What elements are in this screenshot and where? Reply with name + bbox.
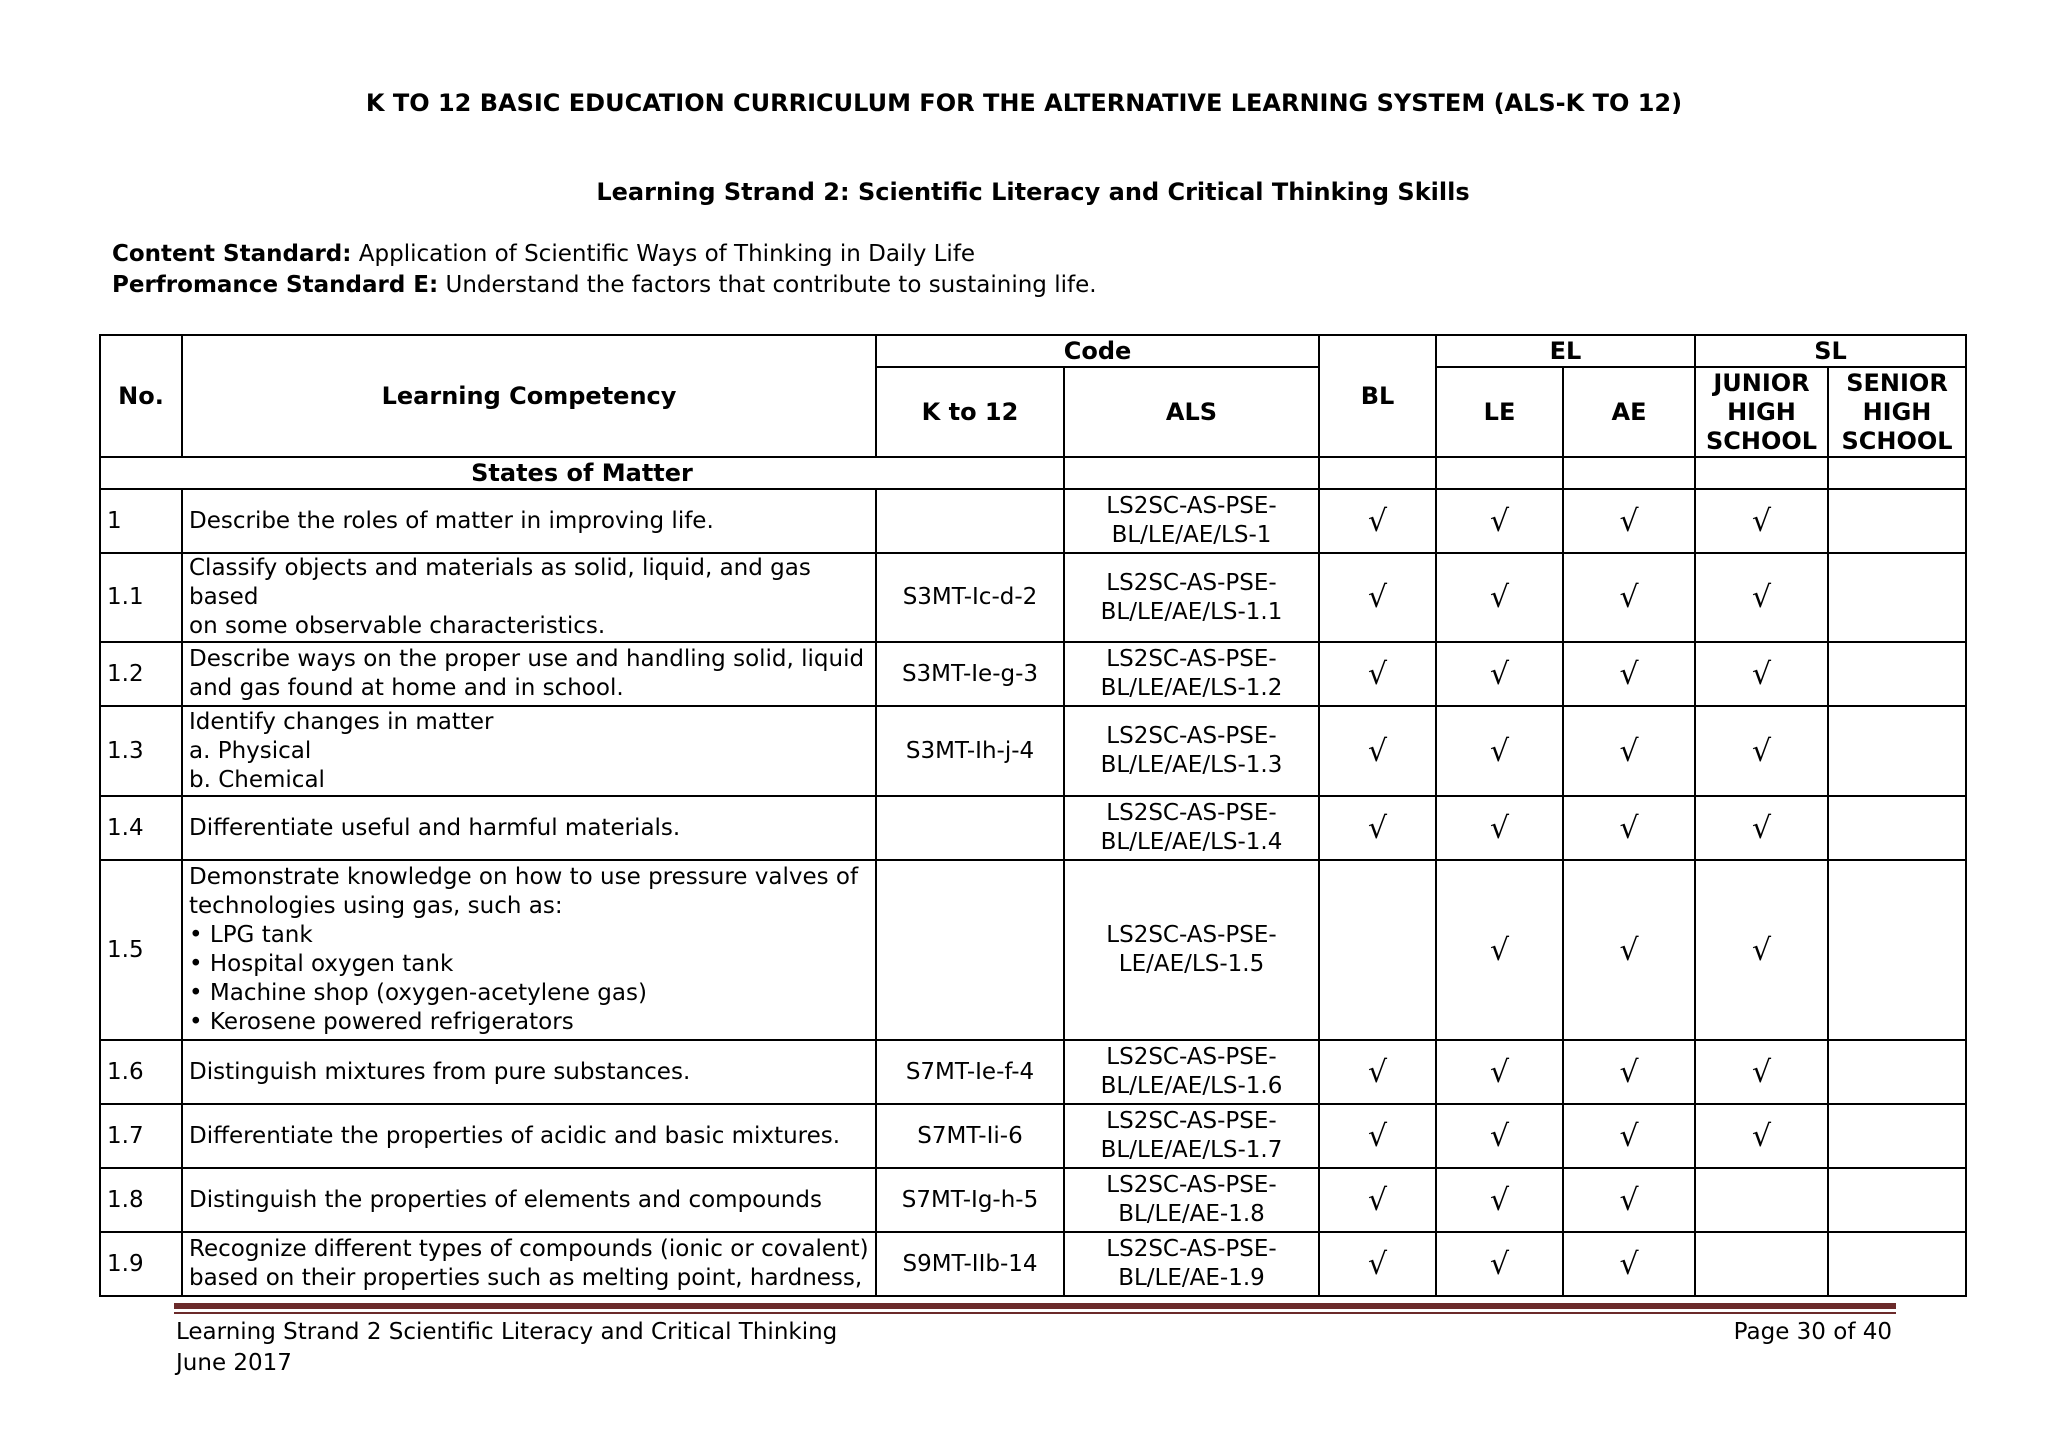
strand-title: Learning Strand 2: Scientific Literacy and Critical Thinking Skills [596,178,1470,206]
jhs-check-mark: √ [1695,860,1828,1040]
ae-check-mark: √ [1563,1168,1695,1232]
competency-table [99,334,1967,1297]
learning-competency: Differentiate the properties of acidic and basic mixtures. [182,1104,876,1168]
bl-check-mark: √ [1319,642,1436,706]
table-row [100,1232,1966,1296]
shs-check-cell [1828,1040,1966,1104]
table-body [100,457,1966,1296]
als-code: LS2SC-AS-PSE- BL/LE/AE/LS-1.7 [1064,1104,1319,1168]
footer-date: June 2017 [176,1350,292,1376]
shs-check-cell [1828,860,1966,1040]
header-junior-high-school: JUNIOR HIGH SCHOOL [1695,367,1828,457]
shs-check-cell [1828,706,1966,796]
als-code: LS2SC-AS-PSE- BL/LE/AE/LS-1.4 [1064,796,1319,860]
bl-check-mark: √ [1319,1040,1436,1104]
k12-code: S9MT-IIb-14 [876,1232,1064,1296]
learning-competency: Distinguish mixtures from pure substances. [182,1040,876,1104]
bl-check-mark: √ [1319,1232,1436,1296]
section-empty-cell [1436,457,1563,489]
ae-check-mark: √ [1563,1104,1695,1168]
le-check-mark: √ [1436,553,1563,642]
als-code: LS2SC-AS-PSE- BL/LE/AE/LS-1.1 [1064,553,1319,642]
shs-check-cell [1828,796,1966,860]
als-code: LS2SC-AS-PSE- BL/LE/AE/LS-1.2 [1064,642,1319,706]
le-check-mark: √ [1436,1168,1563,1232]
row-number: 1.7 [100,1104,182,1168]
jhs-check-mark: √ [1695,642,1828,706]
learning-competency: Describe the roles of matter in improving life. [182,489,876,553]
shs-check-cell [1828,1104,1966,1168]
le-check-mark: √ [1436,642,1563,706]
section-empty-cell [1695,457,1828,489]
table-row [100,796,1966,860]
section-empty-cell [1064,457,1319,489]
bl-check-mark: √ [1319,796,1436,860]
document-title: K TO 12 BASIC EDUCATION CURRICULUM FOR THE ALTERNATIVE LEARNING SYSTEM (ALS-K TO 12) [365,89,1683,117]
table-row [100,1040,1966,1104]
learning-competency: Recognize different types of compounds (ionic or covalent) based on their properties such as melting point, hardness, [182,1232,876,1296]
learning-competency: Demonstrate knowledge on how to use pressure valves of technologies using gas, such as: • LPG tank • Hospital oxygen tank • Machine shop (oxygen-acetylene gas) • Kerosene powered refrigerators [182,860,876,1040]
shs-check-cell [1828,489,1966,553]
row-number: 1.5 [100,860,182,1040]
le-check-mark: √ [1436,706,1563,796]
shs-check-cell [1828,553,1966,642]
row-number: 1.4 [100,796,182,860]
header-ae: AE [1563,367,1695,457]
row-number: 1 [100,489,182,553]
footer-rule [174,1303,1896,1309]
bl-check-mark: √ [1319,1168,1436,1232]
ae-check-mark: √ [1563,642,1695,706]
header-learning-competency: Learning Competency [182,335,876,457]
row-number: 1.1 [100,553,182,642]
learning-competency: Differentiate useful and harmful materials. [182,796,876,860]
content-standard-text: Application of Scientific Ways of Thinking in Daily Life [351,241,976,267]
k12-code [876,796,1064,860]
section-empty-cell [1828,457,1966,489]
performance-standard-label: Perfromance Standard E: [112,272,439,298]
le-check-mark: √ [1436,489,1563,553]
row-number: 1.2 [100,642,182,706]
als-code: LS2SC-AS-PSE- BL/LE/AE/LS-1.3 [1064,706,1319,796]
section-row [100,457,1966,489]
jhs-check-mark: √ [1695,796,1828,860]
shs-check-cell [1828,1232,1966,1296]
jhs-check-mark: √ [1695,1104,1828,1168]
footer-strand-name: Learning Strand 2 Scientific Literacy and Critical Thinking [176,1319,838,1345]
section-empty-cell [1319,457,1436,489]
als-code: LS2SC-AS-PSE- BL/LE/AE/LS-1.6 [1064,1040,1319,1104]
row-number: 1.3 [100,706,182,796]
k12-code: S3MT-Ie-g-3 [876,642,1064,706]
jhs-check-mark: √ [1695,553,1828,642]
table-row [100,489,1966,553]
footer-page-number: Page 30 of 40 [1733,1319,1892,1345]
k12-code [876,489,1064,553]
header-el: EL [1436,335,1695,367]
header-als: ALS [1064,367,1319,457]
section-label: States of Matter [100,457,1064,489]
table-row [100,553,1966,642]
header-bl: BL [1319,335,1436,457]
standards-block [112,239,1097,301]
learning-competency: Classify objects and materials as solid, liquid, and gas based on some observable characteristics. [182,553,876,642]
k12-code [876,860,1064,1040]
jhs-check-mark: √ [1695,706,1828,796]
bl-check-mark: √ [1319,706,1436,796]
row-number: 1.9 [100,1232,182,1296]
jhs-check-cell [1695,1232,1828,1296]
table-row [100,1168,1966,1232]
bl-check-mark: √ [1319,553,1436,642]
learning-competency: Distinguish the properties of elements and compounds [182,1168,876,1232]
content-standard [112,239,1097,270]
content-standard-label: Content Standard: [112,241,352,267]
als-code: LS2SC-AS-PSE- LE/AE/LS-1.5 [1064,860,1319,1040]
als-code: LS2SC-AS-PSE- BL/LE/AE/LS-1 [1064,489,1319,553]
header-code: Code [876,335,1319,367]
header-senior-high-school: SENIOR HIGH SCHOOL [1828,367,1966,457]
jhs-check-cell [1695,1168,1828,1232]
bl-check-cell [1319,860,1436,1040]
k12-code: S3MT-Ic-d-2 [876,553,1064,642]
le-check-mark: √ [1436,1232,1563,1296]
header-le: LE [1436,367,1563,457]
table-row [100,860,1966,1040]
bl-check-mark: √ [1319,1104,1436,1168]
footer-rule-thin [174,1312,1896,1314]
ae-check-mark: √ [1563,489,1695,553]
performance-standard-text: Understand the factors that contribute to sustaining life. [438,272,1097,298]
k12-code: S7MT-Ie-f-4 [876,1040,1064,1104]
ae-check-mark: √ [1563,796,1695,860]
ae-check-mark: √ [1563,553,1695,642]
le-check-mark: √ [1436,1104,1563,1168]
performance-standard [112,270,1097,301]
ae-check-mark: √ [1563,706,1695,796]
als-code: LS2SC-AS-PSE- BL/LE/AE-1.8 [1064,1168,1319,1232]
row-number: 1.8 [100,1168,182,1232]
learning-competency: Identify changes in matter a. Physical b. Chemical [182,706,876,796]
header-no: No. [100,335,182,457]
k12-code: S3MT-Ih-j-4 [876,706,1064,796]
le-check-mark: √ [1436,1040,1563,1104]
bl-check-mark: √ [1319,489,1436,553]
header-k-to-12: K to 12 [876,367,1064,457]
learning-competency: Describe ways on the proper use and handling solid, liquid and gas found at home and in school. [182,642,876,706]
table-row [100,642,1966,706]
k12-code: S7MT-Ii-6 [876,1104,1064,1168]
table-row [100,1104,1966,1168]
row-number: 1.6 [100,1040,182,1104]
shs-check-cell [1828,1168,1966,1232]
footer-left [176,1317,837,1379]
jhs-check-mark: √ [1695,1040,1828,1104]
jhs-check-mark: √ [1695,489,1828,553]
ae-check-mark: √ [1563,1232,1695,1296]
header-sl: SL [1695,335,1966,367]
k12-code: S7MT-Ig-h-5 [876,1168,1064,1232]
table-row [100,706,1966,796]
ae-check-mark: √ [1563,860,1695,1040]
le-check-mark: √ [1436,860,1563,1040]
section-empty-cell [1563,457,1695,489]
ae-check-mark: √ [1563,1040,1695,1104]
shs-check-cell [1828,642,1966,706]
als-code: LS2SC-AS-PSE- BL/LE/AE-1.9 [1064,1232,1319,1296]
le-check-mark: √ [1436,796,1563,860]
